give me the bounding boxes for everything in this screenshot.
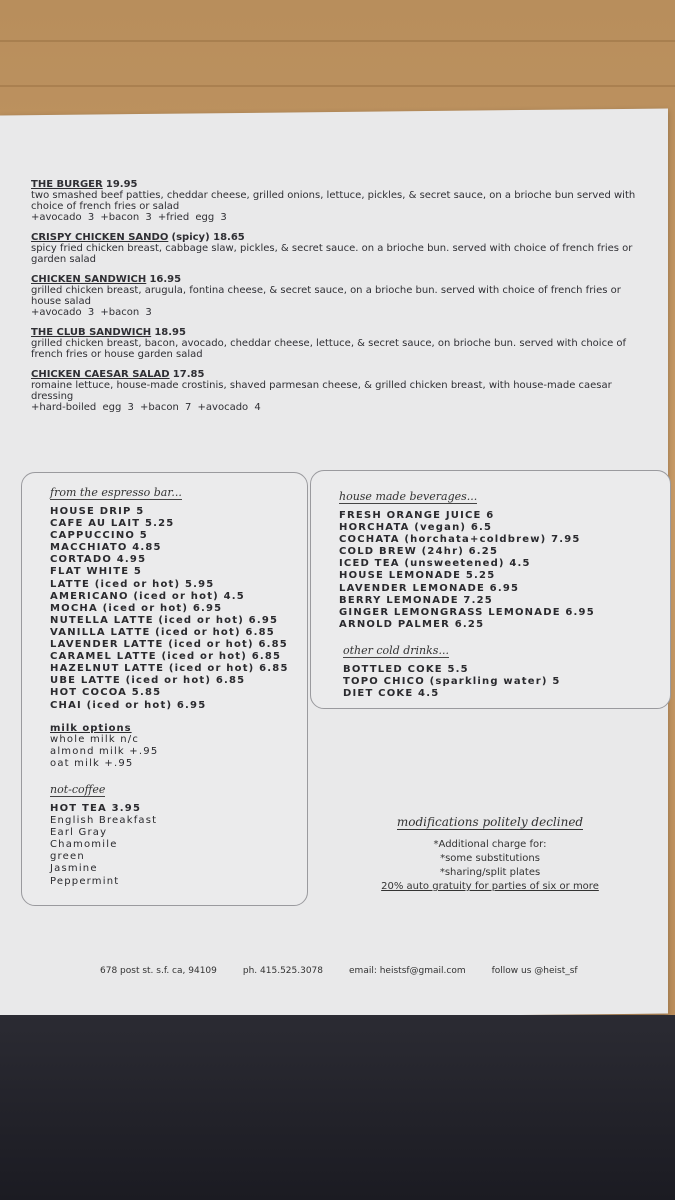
item-price: 19.95 bbox=[105, 179, 138, 190]
list-item: HOUSE LEMONADE 5.25 bbox=[339, 570, 496, 582]
list-item: COLD BREW (24hr) 6.25 bbox=[339, 546, 499, 558]
list-item: green bbox=[50, 851, 85, 863]
list-item: BERRY LEMONADE 7.25 bbox=[339, 594, 493, 606]
milk-list bbox=[50, 734, 158, 770]
item-description: grilled chicken breast, arugula, fontina cheese, & secret sauce, on a brioche bun. served with choice of french fries or house salad bbox=[31, 285, 621, 307]
modifications-heading: modifications politely declined bbox=[396, 815, 584, 829]
milk-heading: milk options bbox=[50, 723, 132, 734]
list-item: HORCHATA (vegan) 6.5 bbox=[339, 522, 493, 534]
cold-list bbox=[343, 664, 561, 700]
list-item: almond milk +.95 bbox=[50, 746, 159, 758]
phone: ph. 415.525.3078 bbox=[242, 966, 324, 976]
list-item: CORTADO 4.95 bbox=[50, 554, 147, 566]
list-item: CAPPUCCINO 5 bbox=[50, 530, 148, 542]
list-item: TOPO CHICO (sparkling water) 5 bbox=[343, 676, 561, 688]
list-item: HAZELNUT LATTE (iced or hot) 6.85 bbox=[50, 663, 289, 675]
list-item: FRESH ORANGE JUICE 6 bbox=[339, 510, 495, 521]
list-item: GINGER LEMONGRASS LEMONADE 6.95 bbox=[339, 606, 595, 618]
notcoffee-list bbox=[50, 803, 157, 888]
modifications-note bbox=[380, 815, 600, 894]
espresso-heading: from the espresso bar... bbox=[50, 486, 182, 499]
item-price: 16.95 bbox=[149, 274, 182, 285]
mod-line: *sharing/split plates bbox=[439, 867, 541, 878]
item-description: grilled chicken breast, bacon, avocado, cheddar cheese, lettuce, & secret sauce, on brioche bun. served with choice of french fries or house garden salad bbox=[31, 338, 627, 360]
item-description: romaine lettuce, house-made crostinis, shaved parmesan cheese, & grilled chicken breast, with house-made caesar dressing bbox=[31, 380, 612, 402]
list-item: DIET COKE 4.5 bbox=[343, 688, 440, 700]
menu-item bbox=[31, 274, 641, 318]
mod-line: *Additional charge for: bbox=[433, 839, 547, 850]
item-title: CRISPY CHICKEN SANDO bbox=[31, 232, 169, 243]
espresso-section bbox=[50, 481, 289, 712]
list-item: VANILLA LATTE (iced or hot) 6.85 bbox=[50, 626, 275, 638]
wood-grain bbox=[0, 40, 675, 42]
list-item: UBE LATTE (iced or hot) 6.85 bbox=[50, 675, 246, 687]
item-title: CHICKEN SANDWICH bbox=[31, 274, 147, 285]
list-item: Earl Gray bbox=[50, 827, 108, 839]
notcoffee-section bbox=[50, 778, 157, 888]
list-item: CARAMEL LATTE (iced or hot) 6.85 bbox=[50, 651, 282, 663]
list-item: whole milk n/c bbox=[50, 734, 140, 745]
wood-grain bbox=[0, 85, 675, 87]
item-price: 18.95 bbox=[154, 327, 186, 338]
espresso-list bbox=[50, 506, 289, 712]
list-item: BOTTLED COKE 5.5 bbox=[343, 664, 469, 675]
list-item: HOT TEA 3.95 bbox=[50, 803, 142, 814]
espresso-panel bbox=[21, 472, 308, 906]
item-price: (spicy) 18.65 bbox=[171, 232, 245, 243]
housemade-list bbox=[339, 510, 595, 631]
item-addons: +avocado 3 +bacon 3 bbox=[31, 307, 152, 318]
list-item: HOT COCOA 5.85 bbox=[50, 687, 162, 699]
list-item: NUTELLA LATTE (iced or hot) 6.95 bbox=[50, 614, 279, 626]
menu-item bbox=[31, 369, 641, 413]
item-title: THE BURGER bbox=[31, 179, 103, 190]
cold-section bbox=[343, 639, 561, 700]
menu-item bbox=[31, 232, 641, 265]
menu-footer bbox=[100, 966, 660, 976]
social-handle: follow us @heist_sf bbox=[491, 966, 578, 976]
menu-item bbox=[31, 179, 641, 223]
list-item: MACCHIATO 4.85 bbox=[50, 542, 162, 554]
list-item: LAVENDER LEMONADE 6.95 bbox=[339, 582, 520, 594]
list-item: MOCHA (iced or hot) 6.95 bbox=[50, 602, 223, 614]
item-price: 17.85 bbox=[172, 369, 205, 380]
housemade-section bbox=[339, 485, 595, 631]
item-addons: +hard-boiled egg 3 +bacon 7 +avocado 4 bbox=[31, 402, 261, 413]
address: 678 post st. s.f. ca, 94109 bbox=[100, 966, 217, 976]
menu-item bbox=[31, 327, 641, 360]
list-item: AMERICANO (iced or hot) 4.5 bbox=[50, 590, 245, 602]
list-item: CHAI (iced or hot) 6.95 bbox=[50, 699, 207, 711]
notcoffee-heading: not-coffee bbox=[50, 783, 106, 796]
dark-fabric-background bbox=[0, 1015, 675, 1200]
list-item: COCHATA (horchata+coldbrew) 7.95 bbox=[339, 534, 581, 546]
list-item: English Breakfast bbox=[50, 815, 158, 827]
list-item: CAFE AU LAIT 5.25 bbox=[50, 518, 175, 530]
milk-section bbox=[50, 717, 158, 770]
list-item: Jasmine bbox=[50, 863, 98, 875]
gratuity-note: 20% auto gratuity for parties of six or more bbox=[381, 881, 599, 892]
list-item: ICED TEA (unsweetened) 4.5 bbox=[339, 558, 531, 570]
item-description: spicy fried chicken breast, cabbage slaw, pickles, & secret sauce. on a brioche bun. served with choice of french fries or garden salad bbox=[31, 243, 633, 265]
beverages-panel bbox=[310, 470, 671, 709]
item-title: THE CLUB SANDWICH bbox=[31, 327, 152, 338]
list-item: LATTE (iced or hot) 5.95 bbox=[50, 578, 215, 590]
item-description: two smashed beef patties, cheddar cheese, grilled onions, lettuce, pickles, & secret sauce, on a brioche bun served with choice of french fries or salad bbox=[31, 190, 636, 212]
item-addons: +avocado 3 +bacon 3 +fried egg 3 bbox=[31, 212, 227, 223]
main-dishes-section bbox=[31, 179, 641, 422]
item-title: CHICKEN CAESAR SALAD bbox=[31, 369, 170, 380]
list-item: Peppermint bbox=[50, 875, 120, 887]
list-item: LAVENDER LATTE (iced or hot) 6.85 bbox=[50, 639, 288, 651]
email: email: heistsf@gmail.com bbox=[349, 966, 466, 976]
list-item: Chamomile bbox=[50, 839, 118, 851]
mod-line: *some substitutions bbox=[440, 853, 540, 864]
cold-heading: other cold drinks... bbox=[343, 644, 449, 657]
list-item: oat milk +.95 bbox=[50, 758, 134, 770]
list-item: FLAT WHITE 5 bbox=[50, 566, 143, 578]
list-item: ARNOLD PALMER 6.25 bbox=[339, 618, 485, 630]
housemade-heading: house made beverages... bbox=[339, 490, 478, 503]
list-item: HOUSE DRIP 5 bbox=[50, 506, 145, 517]
